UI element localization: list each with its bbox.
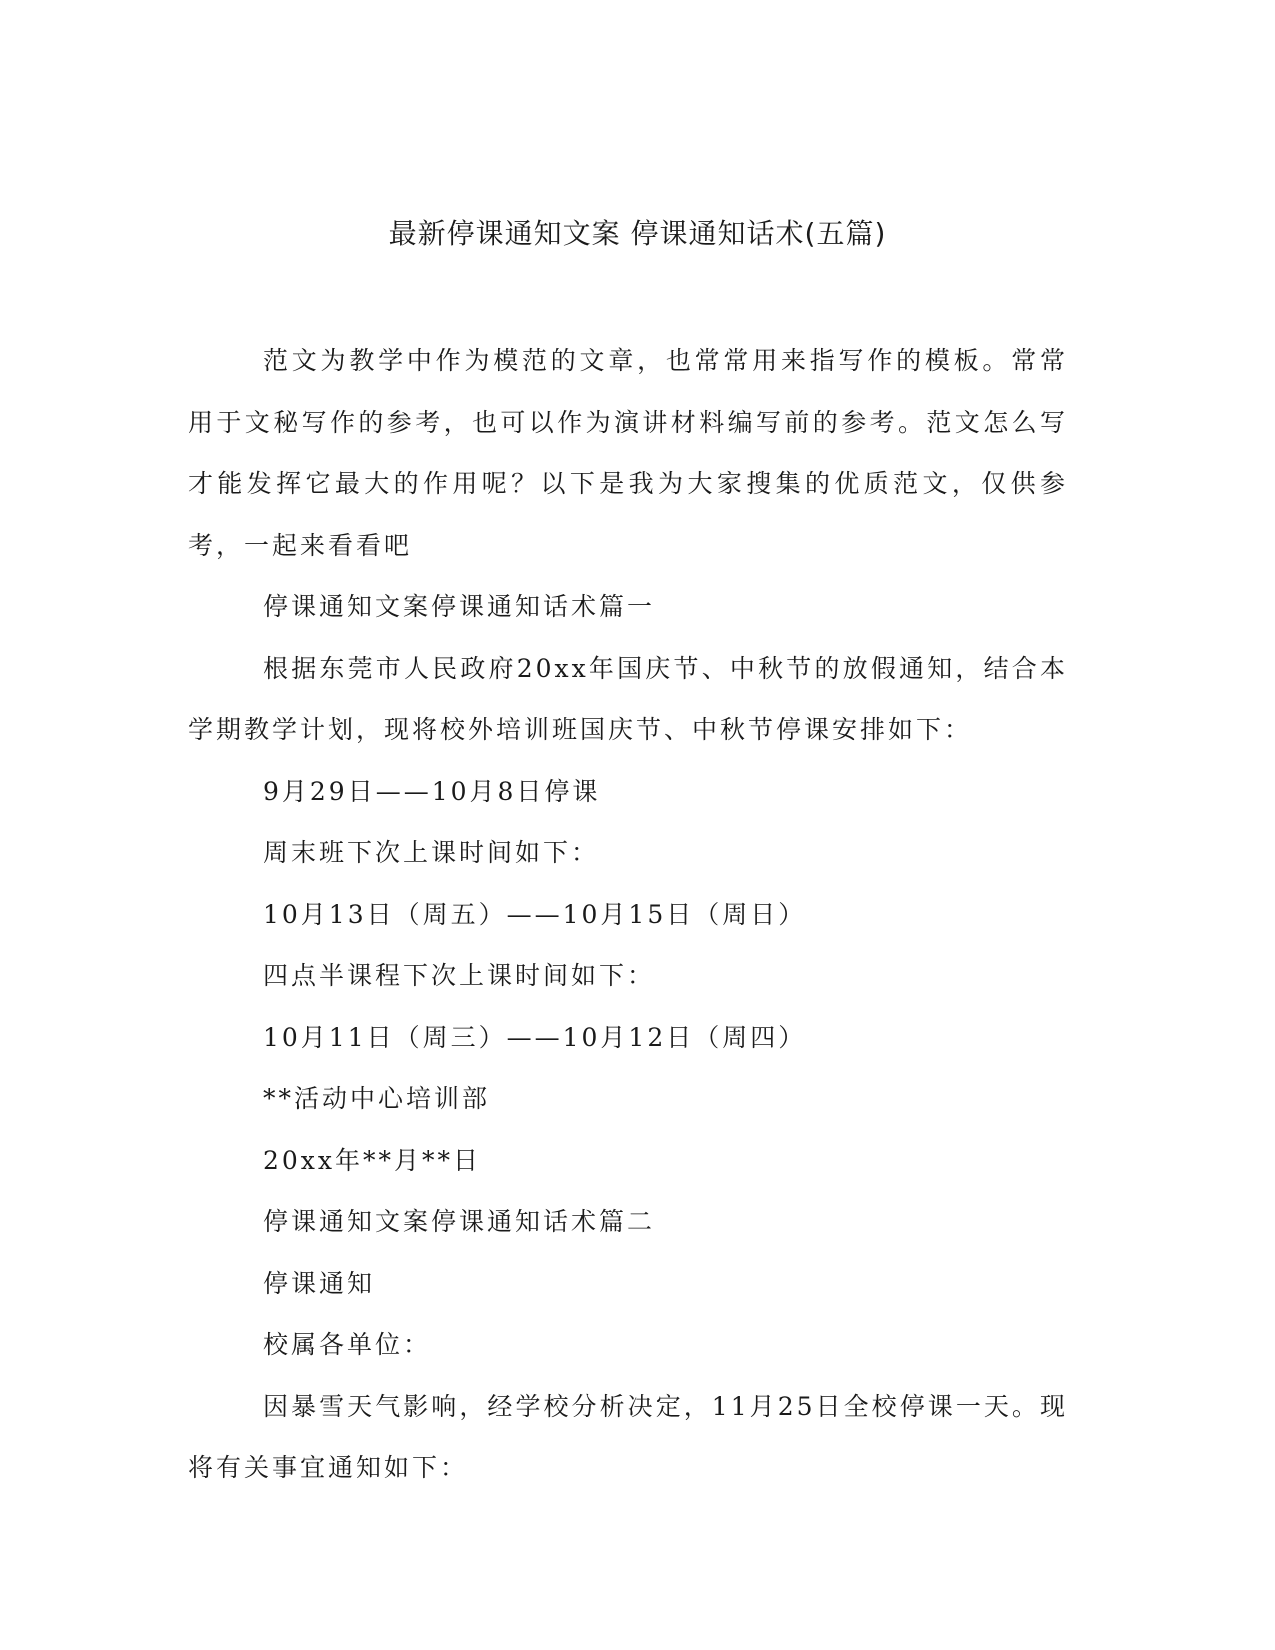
paragraph-stop-dates: 9月29日——10月8日停课	[263, 776, 601, 806]
document-body	[188, 330, 1068, 1499]
document-title: 最新停课通知文案 停课通知话术(五篇)	[388, 217, 887, 250]
paragraph-notice-title: 停课通知	[263, 1268, 376, 1298]
paragraph-weekend-dates: 10月13日（周五）——10月15日（周日）	[263, 899, 807, 929]
section-heading-1: 停课通知文案停课通知话术篇一	[263, 592, 656, 621]
paragraph-afternoon-dates: 10月11日（周三）——10月12日（周四）	[263, 1022, 807, 1052]
paragraph-weekend-class: 周末班下次上课时间如下：	[263, 838, 600, 867]
paragraph-notice-1: 根据东莞市人民政府20xx年国庆节、中秋节的放假通知，结合本学期教学计划，现将校外培训班国庆节、中秋节停课安排如下：	[188, 653, 1068, 744]
paragraph-date: 20xx年**月**日	[263, 1145, 482, 1175]
section-heading-2: 停课通知文案停课通知话术篇二	[263, 1207, 656, 1236]
paragraph-signature: **活动中心培训部	[263, 1084, 491, 1113]
paragraph-intro: 范文为教学中作为模范的文章，也常常用来指写作的模板。常常用于文秘写作的参考，也可以作为演讲材料编写前的参考。范文怎么写才能发挥它最大的作用呢？以下是我为大家搜集的优质范文，仅供参考，一起来看看吧	[188, 346, 1068, 560]
paragraph-addressee: 校属各单位：	[263, 1330, 432, 1359]
paragraph-afternoon-class: 四点半课程下次上课时间如下：	[263, 961, 656, 990]
paragraph-snow-notice: 因暴雪天气影响，经学校分析决定，11月25日全校停课一天。现将有关事宜通知如下：	[188, 1391, 1068, 1482]
